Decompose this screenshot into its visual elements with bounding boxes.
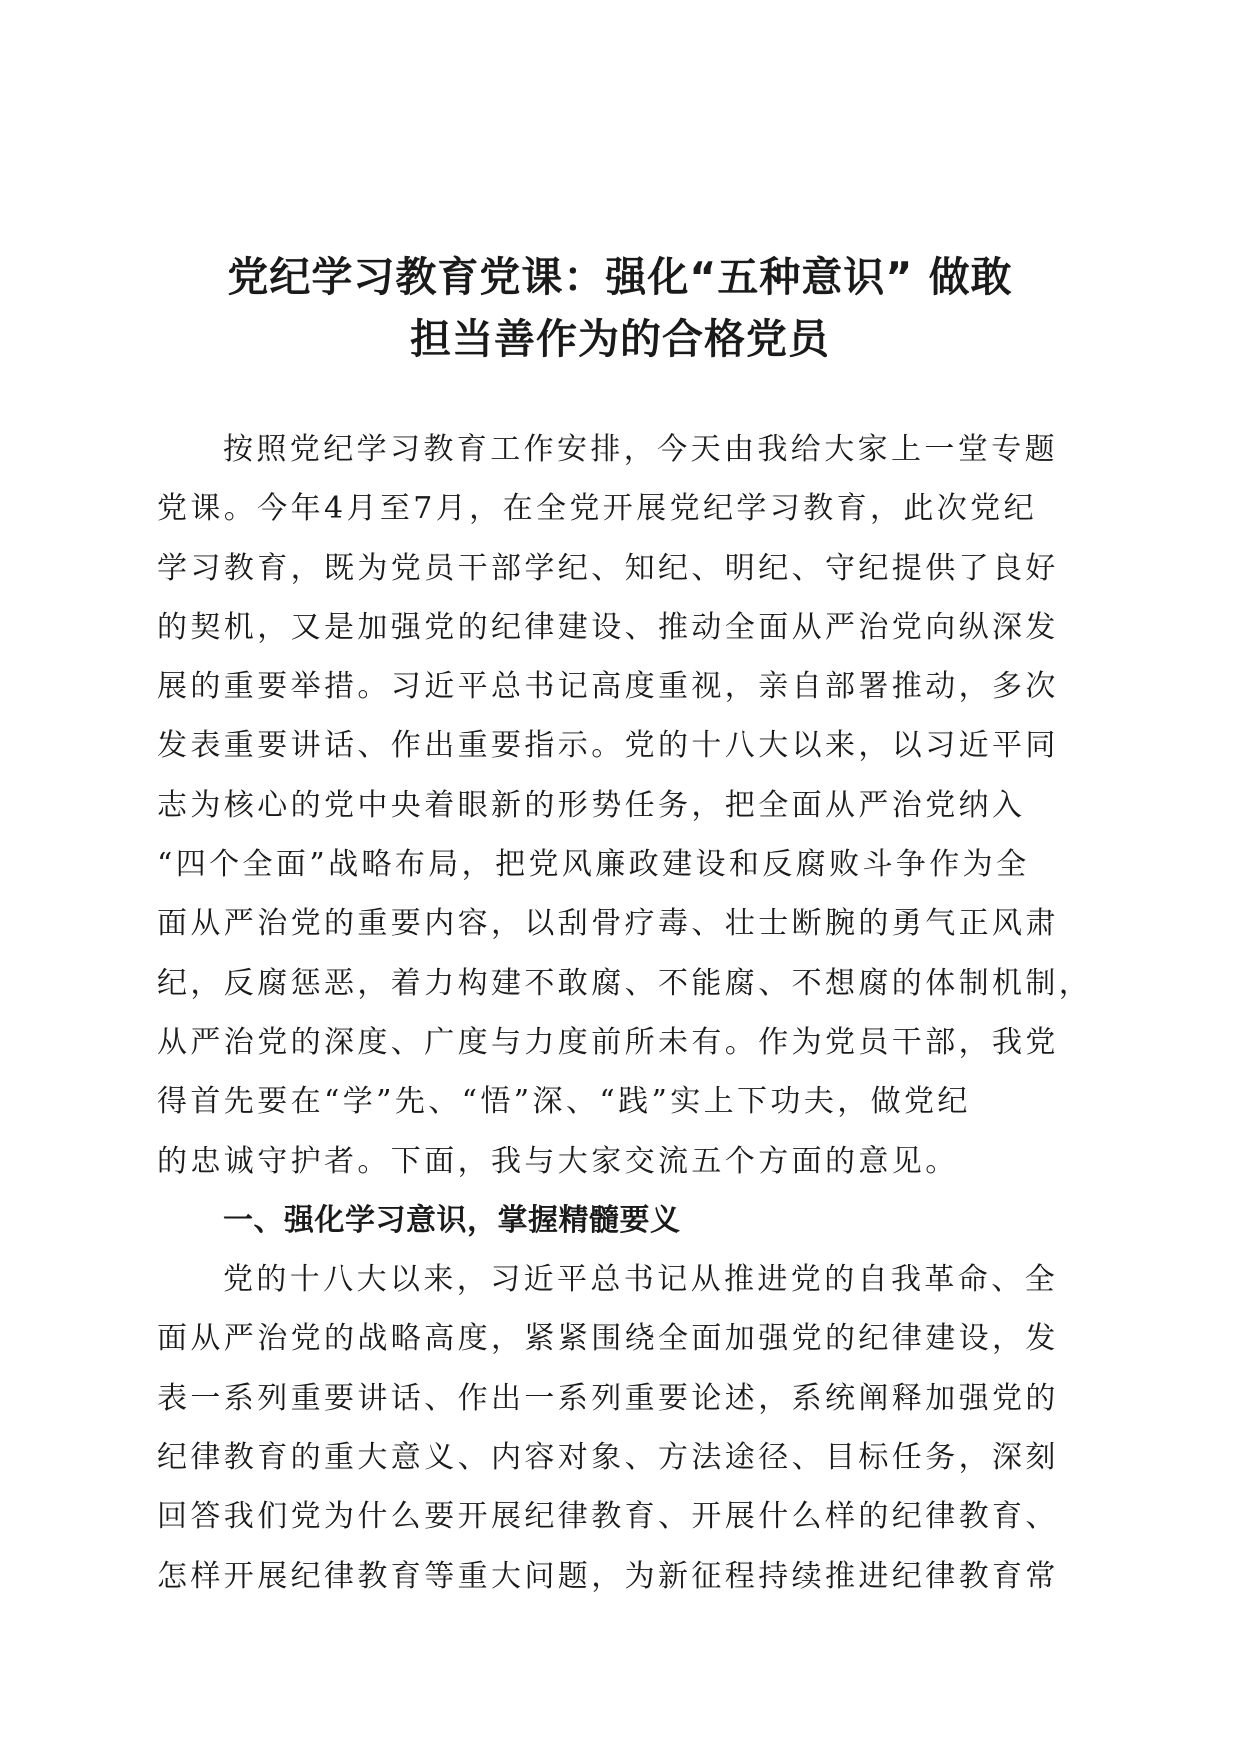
paragraph-line: 学习教育，既为党员干部学纪、知纪、明纪、守纪提供了良好 [157, 550, 1059, 586]
paragraph-line: 从严治党的深度、广度与力度前所未有。作为党员干部，我党 [157, 1024, 1059, 1060]
title-line: 党纪学习教育党课：强化“五种意识” 做敢 [227, 253, 1013, 301]
paragraph-line: 志为核心的党中央着眼新的形势任务，把全面从严治党纳入 [157, 787, 1026, 823]
paragraph-line: 的契机，又是加强党的纪律建设、推动全面从严治党向纵深发 [157, 609, 1059, 645]
paragraph-line: 表一系列重要讲话、作出一系列重要论述，系统阐释加强党的 [157, 1380, 1059, 1416]
document-body [157, 420, 1097, 1606]
paragraph-line: 党课。今年4月至7月，在全党开展党纪学习教育，此次党纪 [157, 491, 1037, 527]
section-heading: 一、强化学习意识，掌握精髓要义 [223, 1202, 681, 1238]
paragraph-line: 党的十八大以来，习近平总书记从推进党的自我革命、全 [223, 1262, 1058, 1298]
paragraph-line: 展的重要举措。习近平总书记高度重视，亲自部署推动，多次 [157, 669, 1059, 705]
paragraph-line: 纪律教育的重大意义、内容对象、方法途径、目标任务，深刻 [157, 1440, 1059, 1476]
paragraph-line: 得首先要在“学”先、“悟”深、“践”实上下功夫，做党纪 [157, 1084, 971, 1120]
title-line: 担当善作为的合格党员 [410, 315, 830, 363]
paragraph-line: 发表重要讲话、作出重要指示。党的十八大以来，以习近平同 [157, 728, 1059, 764]
paragraph-line: 面从严治党的战略高度，紧紧围绕全面加强党的纪律建设，发 [157, 1321, 1059, 1357]
paragraph-line: 纪，反腐惩恶，着力构建不敢腐、不能腐、不想腐的体制机制， [157, 965, 1093, 1001]
paragraph-line: “四个全面”战略布局，把党风廉政建设和反腐败斗争作为全 [157, 847, 1030, 883]
paragraph-line: 按照党纪学习教育工作安排，今天由我给大家上一堂专题 [223, 432, 1058, 467]
paragraph-line: 的忠诚守护者。下面，我与大家交流五个方面的意见。 [157, 1143, 959, 1179]
paragraph-line: 面从严治党的重要内容，以刮骨疗毒、壮士断腕的勇气正风肃 [157, 906, 1059, 942]
document-title [150, 246, 1090, 370]
paragraph-line: 回答我们党为什么要开展纪律教育、开展什么样的纪律教育、 [157, 1499, 1059, 1535]
paragraph-line: 怎样开展纪律教育等重大问题，为新征程持续推进纪律教育常 [157, 1558, 1059, 1594]
